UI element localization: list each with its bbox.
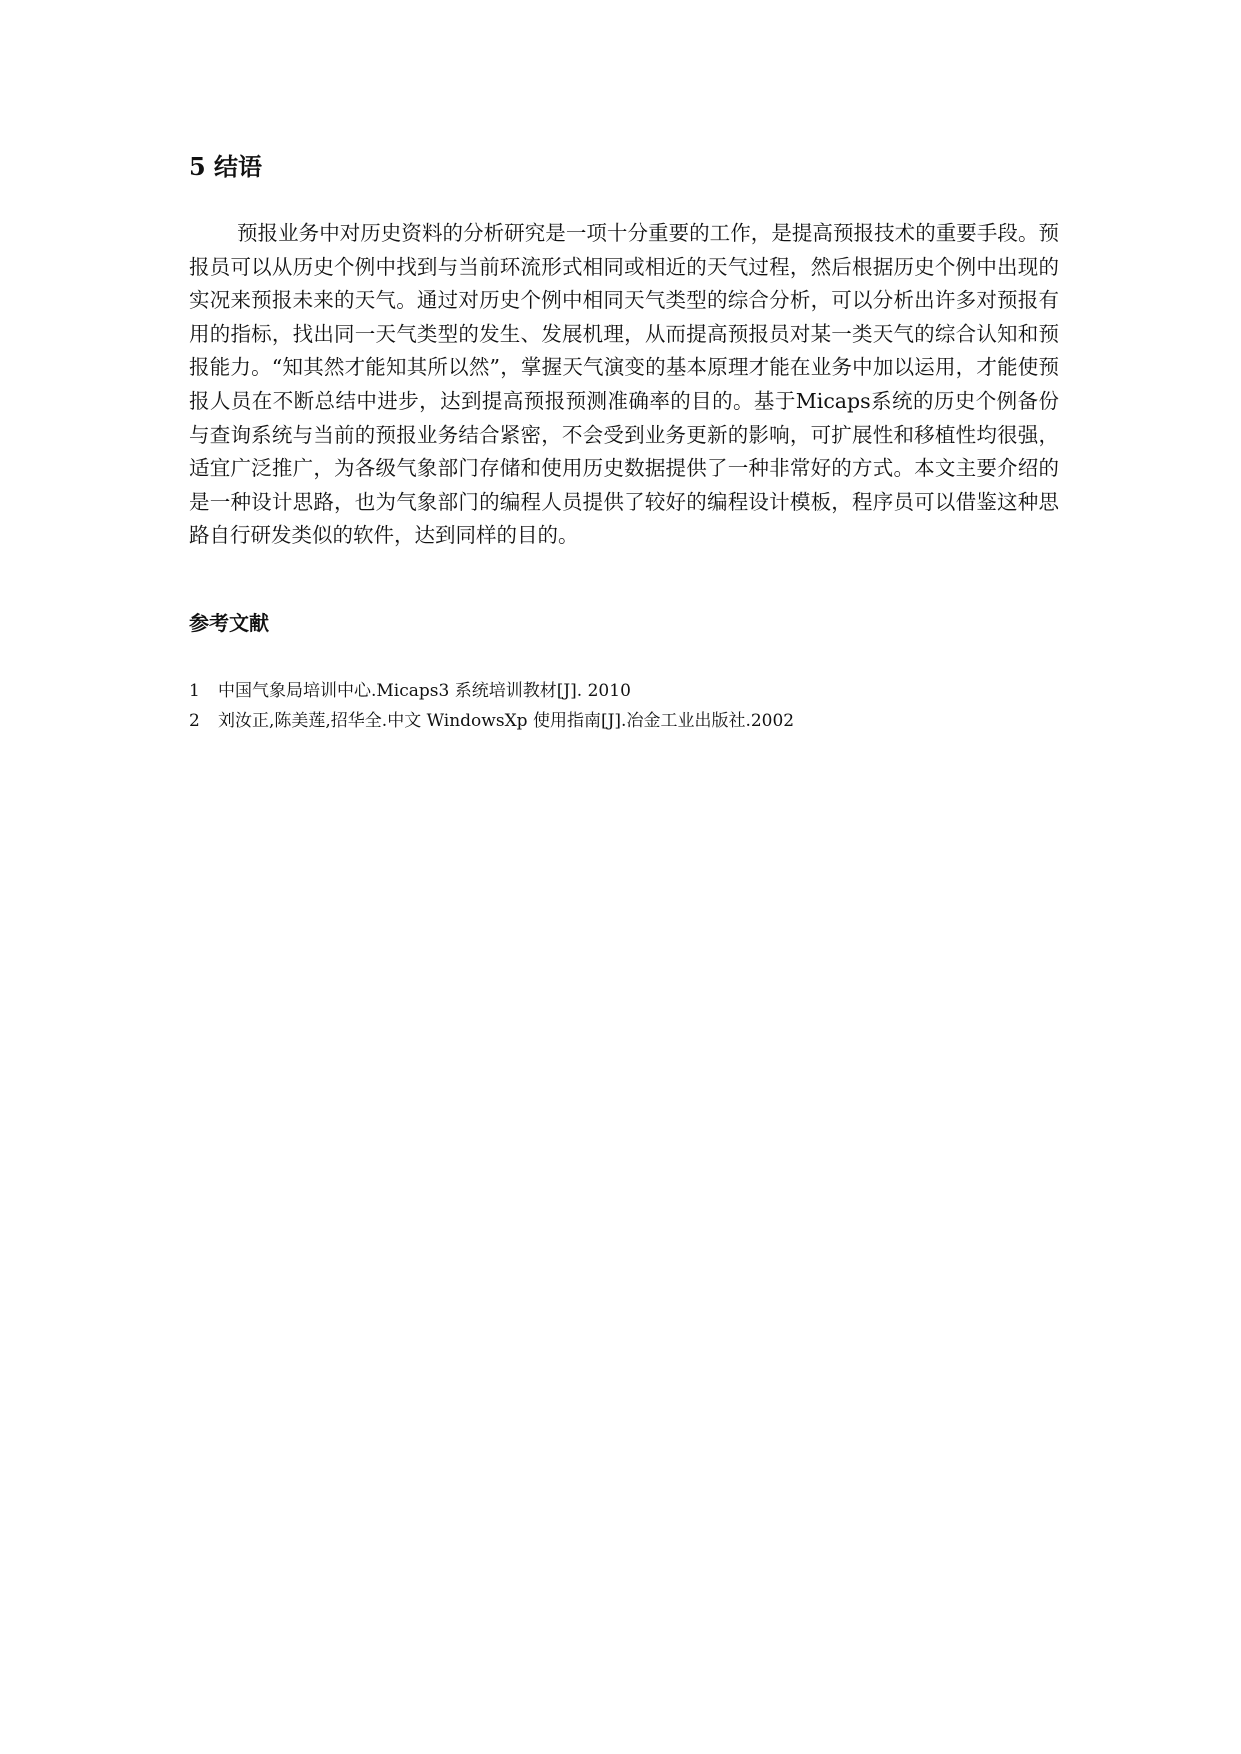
reference-item [189,676,1069,706]
conclusion-paragraph: 预报业务中对历史资料的分析研究是一项十分重要的工作，是提高预报技术的重要手段。预报员可以从历史个例中找到与当前环流形式相同或相近的天气过程，然后根据历史个例中出现的实况来预报未来的天气。通过对历史个例中相同天气类型的综合分析，可以分析出许多对预报有用的指标，找出同一天气类型的发生、发展机理，从而提高预报员对某一类天气的综合认知和预报能力。“知其然才能知其所以然”，掌握天气演变的基本原理才能在业务中加以运用，才能使预报人员在不断总结中进步，达到提高预报预测准确率的目的。基于Micaps系统的历史个例备份与查询系统与当前的预报业务结合紧密，不会受到业务更新的影响，可扩展性和移植性均很强，适宜广泛推广，为各级气象部门存储和使用历史数据提供了一种非常好的方式。本文主要介绍的是一种设计思路，也为气象部门的编程人员提供了较好的编程设计模板，程序员可以借鉴这种思路自行研发类似的软件，达到同样的目的。 [189,221,1059,548]
reference-list [189,676,1069,736]
reference-text: 中国气象局培训中心.Micaps3 系统培训教材[J]. 2010 [218,681,631,701]
reference-item [189,706,1069,736]
reference-number: 1 [189,681,200,701]
section-heading: 5 结语 [189,152,263,181]
reference-text: 刘汝正,陈美莲,招华全.中文 WindowsXp 使用指南[J].冶金工业出版社.2002 [218,711,795,731]
reference-number: 2 [189,711,200,731]
references-heading: 参考文献 [189,611,269,635]
